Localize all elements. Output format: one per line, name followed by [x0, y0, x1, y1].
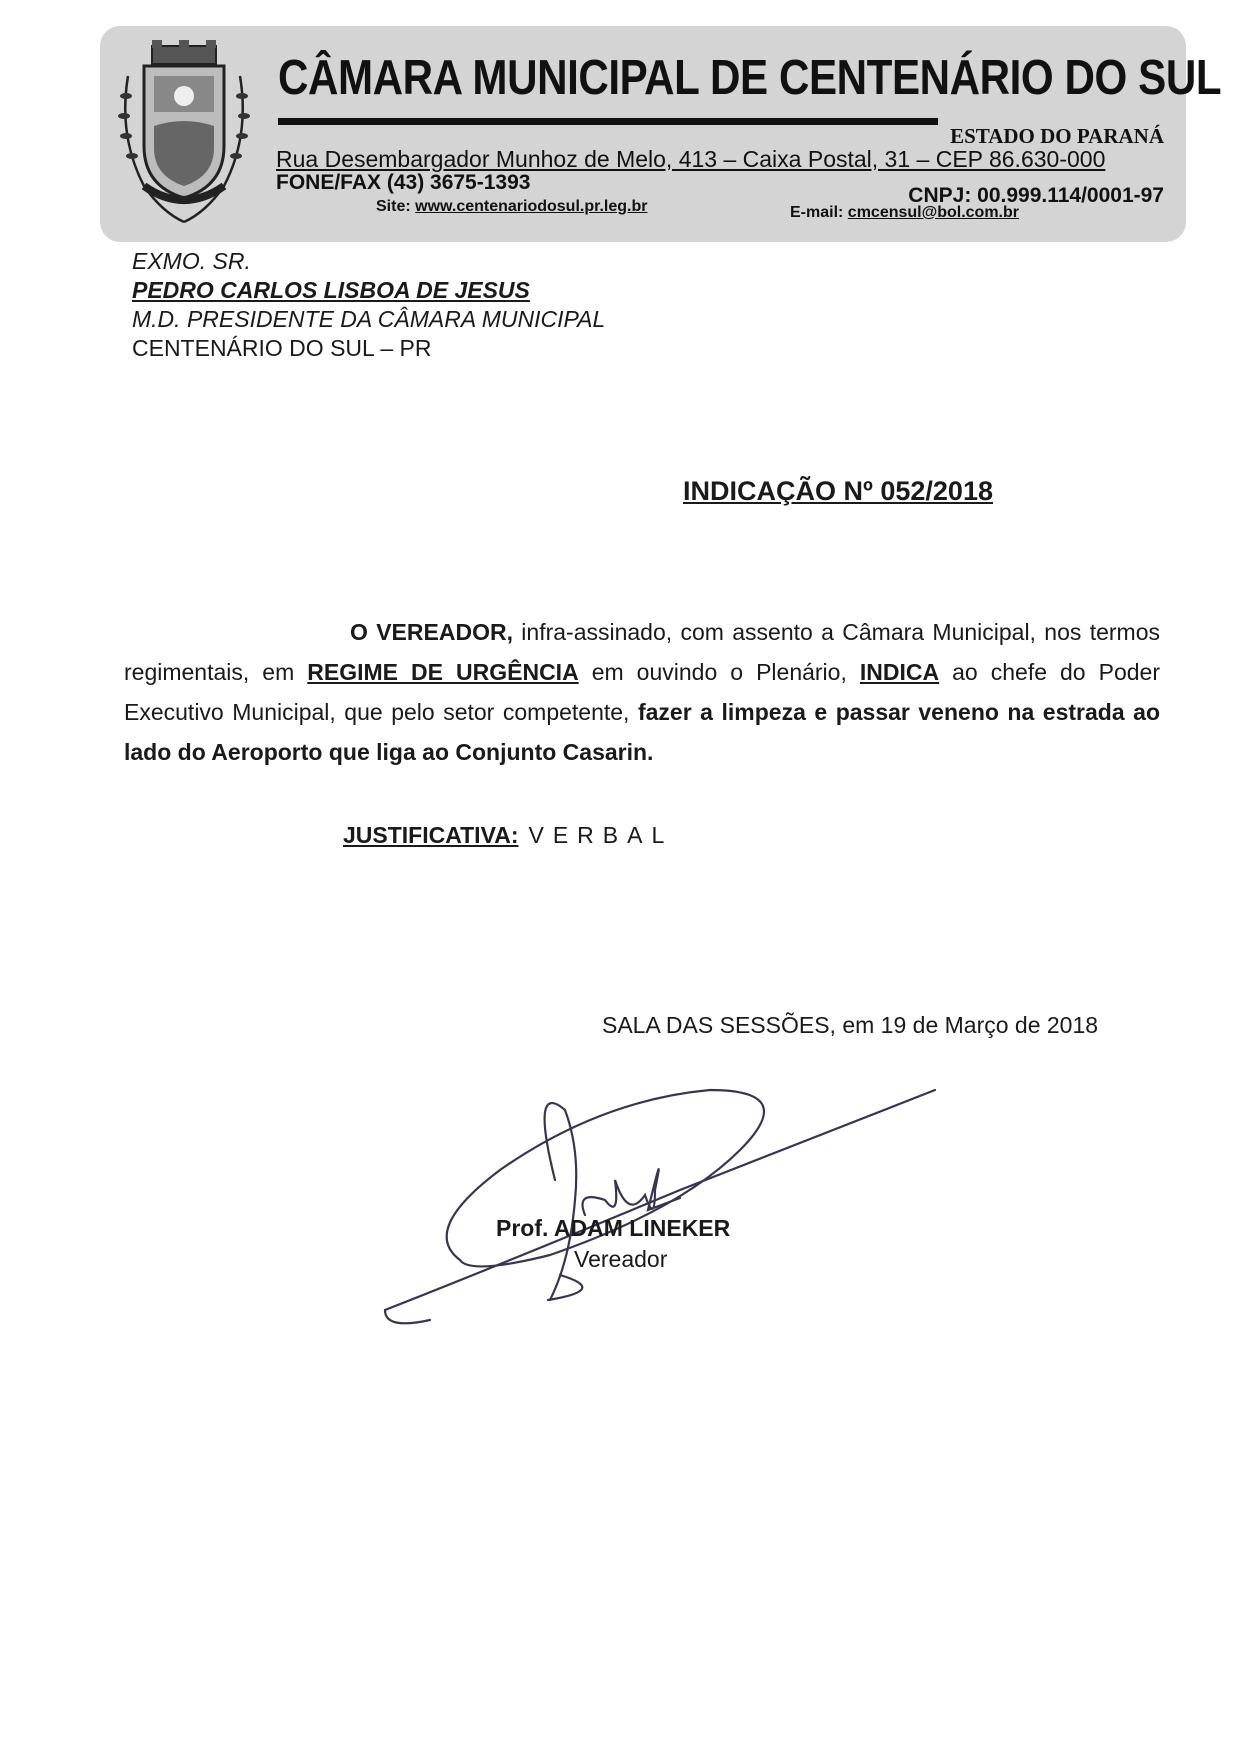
- recipient-role: M.D. PRESIDENTE DA CÂMARA MUNICIPAL: [132, 306, 606, 332]
- email-label: E-mail:: [790, 204, 848, 221]
- indica-keyword: INDICA: [859, 659, 940, 685]
- body-text-1: infra-assinado, com assento a Câmara Municipal, nos termos regimentais, em: [124, 619, 1160, 685]
- title-rule: [278, 118, 938, 125]
- site-link[interactable]: www.centenariodosul.pr.leg.br: [415, 198, 648, 215]
- site-line: [376, 198, 647, 216]
- phone-fax: FONE/FAX (43) 3675-1393: [276, 171, 531, 194]
- body-paragraph: [124, 612, 1160, 772]
- municipal-crest-icon: [114, 36, 254, 232]
- date-line: SALA DAS SESSÕES, em 19 de Março de 2018: [602, 1012, 1099, 1038]
- justification-label: JUSTIFICATIVA:: [343, 822, 519, 848]
- cnpj: CNPJ: 00.999.114/0001-97: [908, 184, 1164, 207]
- justification-value: VERBAL: [528, 822, 674, 848]
- signatory-role: Vereador: [574, 1246, 668, 1272]
- address-line: Rua Desembargador Munhoz de Melo, 413 – Caixa Postal, 31 – CEP 86.630-000: [276, 146, 1106, 172]
- letterhead: [100, 26, 1222, 242]
- handwritten-signature: [380, 1060, 940, 1360]
- state-label: ESTADO DO PARANÁ: [950, 124, 1164, 148]
- signatory-name: Prof. ADAM LINEKER: [496, 1215, 731, 1241]
- request-text: fazer a limpeza e passar veneno na estrada ao lado do Aeroporto que liga ao Conjunto Casarin.: [124, 699, 1160, 765]
- email-link[interactable]: cmcensul@bol.com.br: [847, 204, 1019, 221]
- body-text-2: em ouvindo o Plenário,: [578, 659, 860, 685]
- justification: [343, 822, 673, 849]
- recipient-place: CENTENÁRIO DO SUL – PR: [132, 335, 432, 361]
- urgency-regime: REGIME DE URGÊNCIA: [307, 659, 579, 685]
- document-title: INDICAÇÃO Nº 052/2018: [683, 476, 993, 506]
- subject: O VEREADOR,: [350, 619, 513, 645]
- email-line: [790, 204, 1019, 222]
- institution-title: CÂMARA MUNICIPAL DE CENTENÁRIO DO SUL: [278, 51, 1222, 105]
- recipient-name: PEDRO CARLOS LISBOA DE JESUS: [132, 277, 530, 303]
- salutation: EXMO. SR.: [132, 248, 251, 274]
- site-label: Site:: [376, 198, 416, 215]
- body-text-3: ao chefe do Poder Executivo Municipal, que pelo setor competente,: [124, 659, 1160, 725]
- recipient-block: [132, 247, 605, 363]
